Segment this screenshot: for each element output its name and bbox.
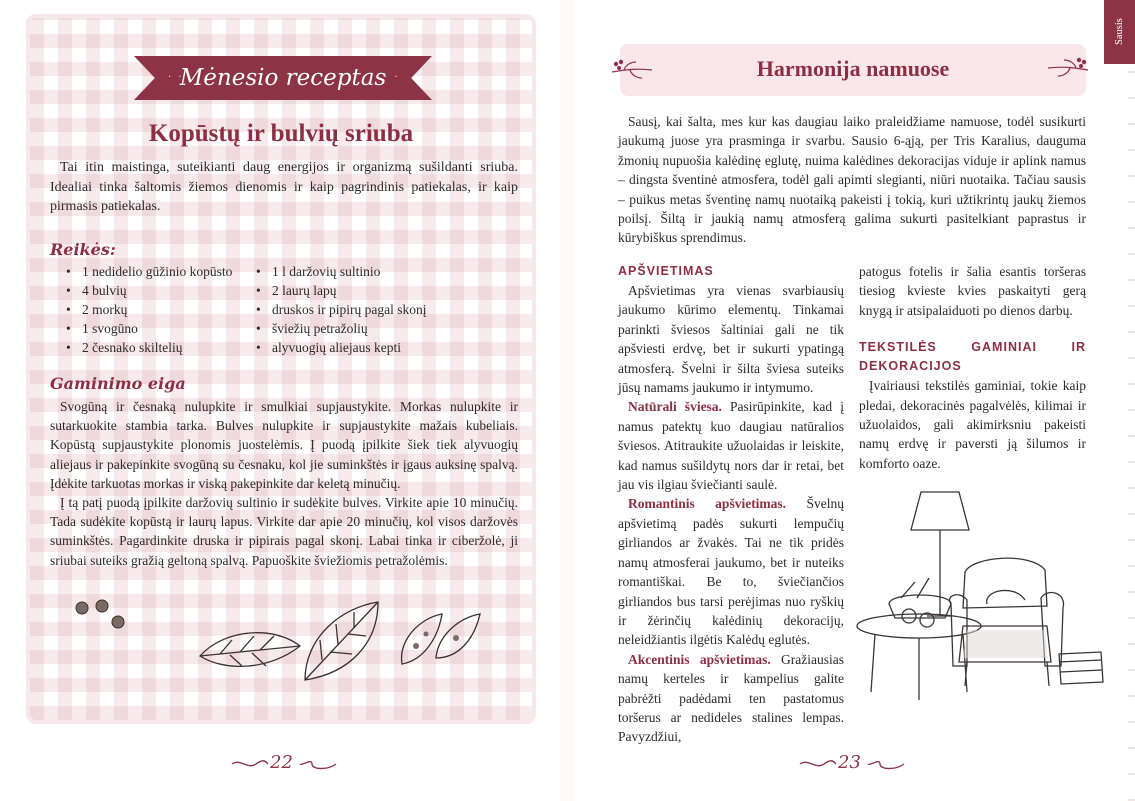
ribbon-title: Mėnesio receptas [179, 65, 387, 91]
flourish-right-icon [298, 758, 338, 770]
column-right [859, 262, 1086, 473]
recipe-intro: Tai itin maistinga, suteikianti daug energijos ir organizmą sušildanti sriuba. Idealiai tinka šaltomis žiemos dienomis ir kaip pagrindinis patiekalas, ir kaip pirmasis patiekalas. [50, 160, 518, 214]
flourish-left-icon [230, 758, 270, 770]
natural-light-paragraph [618, 397, 844, 494]
article-intro: Sausį, kai šalta, mes kur kas daugiau laiko praleidžiame namuose, todėl susikurti jaukumą juose yra prasminga ir svarbu. Sausio 6-ąją, per Tris Karalius, dauguma žmonių nupuošia kalėdinę eglutę, nuima kalėdines dekoracijas viduje ir aplink namus – dingsta šventinė atmosfera, todėl gali apimti slegianti, niūri nuotaika. Tačiau sausis – puikus metas šventinę namų nuotaiką pakeisti į tokią, kuri užtikrintų jaukų žiemos poilsį. Šiltą ir jaukią namų atmosferą galima sukurti pasitelkiant paprastus ir kūrybiškus sprendimus. [618, 114, 1086, 246]
accent-light-paragraph [618, 650, 844, 747]
method-paragraph: Svogūną ir česnaką nulupkite ir smulkiai supjaustykite. Morkas nulupkite ir sutarkuokite stambia tarka. Bulves nulupkite ir supjaustykite mažais kubeliais. Kopūstą supjaustykite plonomis juostelėmis. Į puodą įpilkite šiek tiek alyvuogių aliejaus ir pakepinkite svogūną su česnaku, kol jie suminkštės ir įgaus auksinę spalvą. Įdėkite tarkuotas morkas ir viską pakepinkite dar keletą minučių. [50, 399, 518, 491]
ingredient-item: • 1 l daržovių sultinio [256, 262, 486, 281]
ingredient-item: • 2 česnako skiltelių [66, 338, 256, 357]
col2-continuation: patogus fotelis ir šalia esantis toršeras tiesiog kvieste kvies paskaityti gerą knygą ir atsipalaiduoti po dienos darbų. [859, 264, 1086, 318]
recipe-title: Kopūstų ir bulvių sriuba [148, 120, 414, 147]
method-heading: Gaminimo eiga [50, 374, 186, 393]
ingredient-item: • 2 morkų [66, 300, 256, 319]
flourish-right-icon-2 [866, 758, 906, 770]
ribbon-dots-left: · · [168, 72, 184, 83]
romantic-light-lead: Romantinis apšvietimas. [628, 496, 787, 512]
flourish-left-icon-2 [798, 758, 838, 770]
column-left [618, 262, 844, 747]
armchair-lamp-illustration [855, 486, 1111, 716]
natural-light-lead: Natūrali šviesa. [628, 399, 722, 415]
ingredients-heading: Reikės: [50, 240, 116, 259]
accent-light-text: Gražiausias namų kerteles ir kampelius galite pabrėžti padėdami ten pastatomus toršerus ar nedideles stalines lempas. Pavyzdžiui, [618, 651, 844, 745]
ingredient-item: • 2 laurų lapų [256, 281, 486, 300]
ribbon-dots-right: · · [384, 72, 400, 83]
ingredient-item: • 4 bulvių [66, 281, 256, 300]
berry-sprig-right-icon [1046, 56, 1090, 80]
peppercorn-bayleaf-illustration [60, 588, 500, 688]
natural-light-text: Pasirūpinkite, kad į namus patektų kuo daugiau natūralios šviesos. Atitraukite užuolaidas ir leiskite, kad namus sušildytų nors dar ir retai, bet jau vis ilgiau šviečianti saulė. [618, 399, 844, 493]
ingredient-item: • šviežių petražolių [256, 319, 486, 338]
textiles-heading: TEKSTILĖS GAMINIAI IR DEKORACIJOS [859, 340, 1086, 374]
month-tab-label: Sausis [1114, 18, 1125, 46]
ingredient-item: • druskos ir pipirų pagal skonį [256, 300, 486, 319]
ingredient-item: • 1 nedidelio gūžinio kopūsto [66, 262, 256, 281]
article-title: Harmonija namuose [756, 56, 950, 81]
ingredient-item: • 1 svogūno [66, 319, 256, 338]
romantic-light-paragraph [618, 494, 844, 649]
page-number-left: 22 [270, 752, 293, 773]
lighting-text: Apšvietimas yra vienas svarbiausių jaukumo kūrimo elementų. Tinkamai parinkti šviesos šaltiniai gali ne tik apšviesti erdvę, bet ir sukurti ypatingą atmosferą. Švelni ir šilta šviesa suteiks jūsų namams jaukumo ir intymumo. [618, 283, 844, 396]
lighting-heading: APŠVIETIMAS [618, 264, 714, 278]
ingredient-item: • alyvuogių aliejaus kepti [256, 338, 486, 357]
page-number-right: 23 [838, 752, 861, 773]
romantic-light-text: Švelnų apšvietimą padės sukurti lempučių girliandos ar žvakės. Tai ne tik pridės namų atmosferai jaukumo, bet ir nuteiks romantiškai. Be to, šviečiančios girliandos bus tarsi perėjimas nuo ryškių ir žėrinčių kalėdinių dekoracijų, neleidžiantis ilgėtis Kalėdų eglutės. [618, 496, 844, 648]
ingredients-list-1 [66, 262, 256, 357]
textiles-text: Įvairiausi tekstilės gaminiai, tokie kaip pledai, dekoracinės pagalvėlės, kilimai ir užuolaidos, gali akimirksniu pakeisti namų erdvę ir paversti ją šilumos ir komforto oaze. [859, 378, 1086, 471]
accent-light-lead: Akcentinis apšvietimas. [628, 651, 771, 667]
method-text [50, 397, 518, 570]
page-edge [1128, 64, 1135, 801]
ingredients-list-2 [256, 262, 486, 357]
method-paragraph: Į tą patį puodą įpilkite daržovių sultinio ir sudėkite bulves. Virkite apie 10 minučių. Tada sudėkite kopūstą ir laurų lapus. Virkite dar apie 20 minučių, kol visos daržovės suminkštės. Pagardinkite druska ir pipirais pagal skonį. Labai tinka ir ciberžolė, ji sriubai suteiks gražią geltoną spalvą. Papuoškite šviežiomis petražolėmis. [50, 495, 518, 568]
